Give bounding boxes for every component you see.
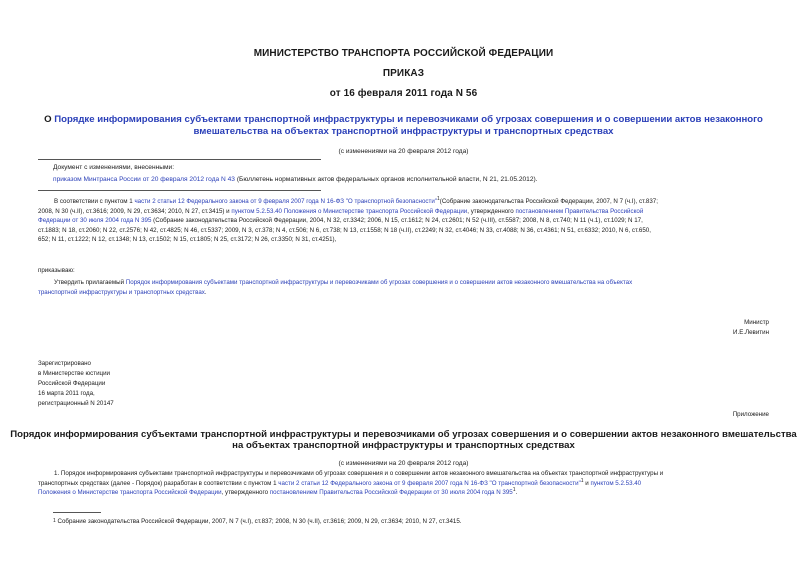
appendix-label: Приложение [732, 411, 769, 418]
government-decree-link-continued[interactable]: Федерации от 30 июля 2004 года N 395 [38, 217, 152, 224]
registration-line: Зарегистрировано [38, 360, 91, 367]
appendix-amendments: (с изменениями на 20 февраля 2012 года) [338, 460, 469, 467]
p1-line-2 [38, 479, 769, 489]
preamble-line-2 [38, 207, 769, 217]
footnote-rule [53, 512, 101, 513]
preamble-text-3: 2008, N 30 (ч.II), ст.3616; 2009, N 29, ст.3634; 2010, N 27, ст.3415) и [38, 207, 232, 215]
p1-regulation-point-link[interactable]: пунктом 5.2.53.40 [590, 479, 642, 487]
registration-line: регистрационный N 20147 [38, 399, 114, 407]
preamble-text-5: (Собрание законодательства Российской Федерации, 2004, N 32, ст.3342; 2006, N 15, ст.1612; N 24, ст.2601; N 52 (ч.III), ст.5587; 2008, N 8, ст.740; N 11 (ч.1), ст.1029; N 17, [151, 217, 643, 224]
p1-text-1: транспортных средствах (далее - Порядок) разработан в соответствии с пунктом 1 [38, 479, 279, 487]
date-number-heading: от 16 февраля 2011 года N 56 [329, 88, 478, 99]
registration-block [38, 359, 114, 409]
preamble-text-2: (Собрание законодательства Российской Федерации, 2007, N 7 (ч.I), ст.837; [439, 198, 658, 205]
preamble [38, 197, 769, 245]
appendix-title-line-1: Порядок информирования субъектами транспортной инфраструктуры и перевозчиками об угрозах совершения и о совершении актов незаконного вмешательства [10, 429, 797, 440]
procedure-link[interactable]: Порядок информирования субъектами транспортной инфраструктуры и перевозчиками об угрозах совершения и о совершении актов незаконного вмешательства на объектах [125, 279, 633, 286]
amendments-note: (с изменениями на 20 февраля 2012 года) [338, 148, 469, 155]
title-link-continued[interactable]: вмешательства на объектах транспортной инфраструктуры и транспортных средствах [193, 126, 614, 137]
order-verb: приказываю: [38, 267, 75, 274]
government-decree-link[interactable]: постановлением Правительства Российской [515, 207, 644, 215]
p1-end: . [515, 489, 518, 497]
order-approve-line-1 [38, 278, 769, 288]
changes-box-bottom-rule [38, 190, 321, 191]
order-approve [38, 278, 769, 297]
order-link[interactable]: приказом Минтранса России от 20 февраля 2012 года N 43 [53, 176, 235, 183]
p1-law-link[interactable]: части 2 статьи 12 Федерального закона от 9 февраля 2007 года N 16-ФЗ "О транспортной безопасности" [278, 479, 581, 487]
footnote-ref[interactable]: 1 [436, 195, 440, 202]
footnote-text: Собрание законодательства Российской Федерации, 2007, N 7 (ч.I), ст.837; 2008, N 30 (ч.II), ст.3616; 2009, N 29, ст.3634; 2010, N 27, ст.3415. [57, 518, 462, 525]
preamble-line-4: ст.1883; N 18, ст.2060; N 22, ст.2576; N 42, ст.4825; N 46, ст.5337; 2009, N 3, ст.378; N 4, ст.506; N 6, ст.738; N 13, ст.1558; N 18 (ч.II), ст.2249; N 32, ст.4046; N 33, ст.4088; N 36, ст.4361; N 51, ст.6332; 2010, N 6, ст.650, [38, 226, 651, 234]
law-link[interactable]: части 2 статьи 12 Федерального закона от 9 февраля 2007 года N 16-ФЗ "О транспортной безопасности" [134, 198, 437, 205]
ministry-heading: МИНИСТЕРСТВО ТРАНСПОРТА РОССИЙСКОЙ ФЕДЕРАЦИИ [253, 48, 554, 59]
preamble-text-4: , утвержденного [467, 207, 516, 215]
preamble-line-1 [38, 197, 769, 207]
appendix-title [0, 429, 807, 451]
p1-decree-link[interactable]: постановлением Правительства Российской Федерации от 30 июля 2004 года N 395 [269, 489, 513, 497]
preamble-line-3 [38, 216, 769, 226]
approve-text: Утвердить прилагаемый [54, 279, 126, 286]
footnote [53, 517, 462, 527]
doc-type-heading: ПРИКАЗ [382, 68, 425, 79]
registration-line: Российской Федерации [38, 379, 106, 387]
p1-footnote-ref[interactable]: 1 [580, 477, 584, 484]
p1-line-1: 1. Порядок информирования субъектами транспортной инфраструктуры и перевозчиками об угрозах совершения и о совершении актов незаконного вмешательства на объектах транспортной инфраструктуры и [54, 470, 664, 477]
signature-name: И.Е.Левитин [733, 328, 769, 336]
registration-line: в Министерстве юстиции [38, 369, 111, 377]
title-link[interactable]: Порядке информирования субъектами транспортной инфраструктуры и перевозчиками об угрозах совершения и о совершении актов незаконного [54, 114, 763, 125]
procedure-link-continued[interactable]: транспортной инфраструктуры и транспортных средствах [38, 288, 205, 296]
p1-text-3: , утвержденного [221, 489, 270, 497]
p1-line-3 [38, 488, 769, 498]
preamble-text-1: В соответствии с пунктом 1 [54, 198, 135, 205]
p1-regulation-link[interactable]: Положения о Министерстве транспорта Российской Федерации [38, 489, 222, 497]
changes-box-top-rule [38, 159, 321, 160]
changes-label: Документ с изменениями, внесенными: [53, 164, 175, 171]
p1-text-2: и [583, 479, 591, 487]
order-approve-line-2 [38, 288, 769, 298]
regulation-link[interactable]: пунктом 5.2.53.40 Положения о Министерстве транспорта Российской Федерации [231, 207, 468, 215]
approve-end: . [204, 288, 207, 296]
signature-block [733, 318, 769, 337]
footnote-mark: 1 [53, 518, 56, 524]
p1-footnote-ref-2[interactable]: 1 [512, 487, 516, 494]
order-source-tail: (Бюллетень нормативных актов федеральных органов исполнительной власти, N 21, 21.05.2012). [234, 176, 538, 183]
changes-source [53, 175, 538, 185]
document-title [0, 114, 807, 138]
appendix-paragraph-1 [38, 469, 769, 498]
preamble-line-5: 652; N 11, ст.1222; N 12, ст.1348; N 13, ст.1502; N 15, ст.1805; N 25, ст.3172; N 26, ст.3350; N 31, ст.4251), [38, 236, 337, 243]
appendix-title-line-2: на объектах транспортной инфраструктуры и транспортных средствах [232, 440, 575, 451]
title-prefix: О [44, 114, 55, 125]
signature-title: Министр [744, 319, 769, 326]
registration-line: 16 марта 2011 года, [38, 389, 95, 397]
